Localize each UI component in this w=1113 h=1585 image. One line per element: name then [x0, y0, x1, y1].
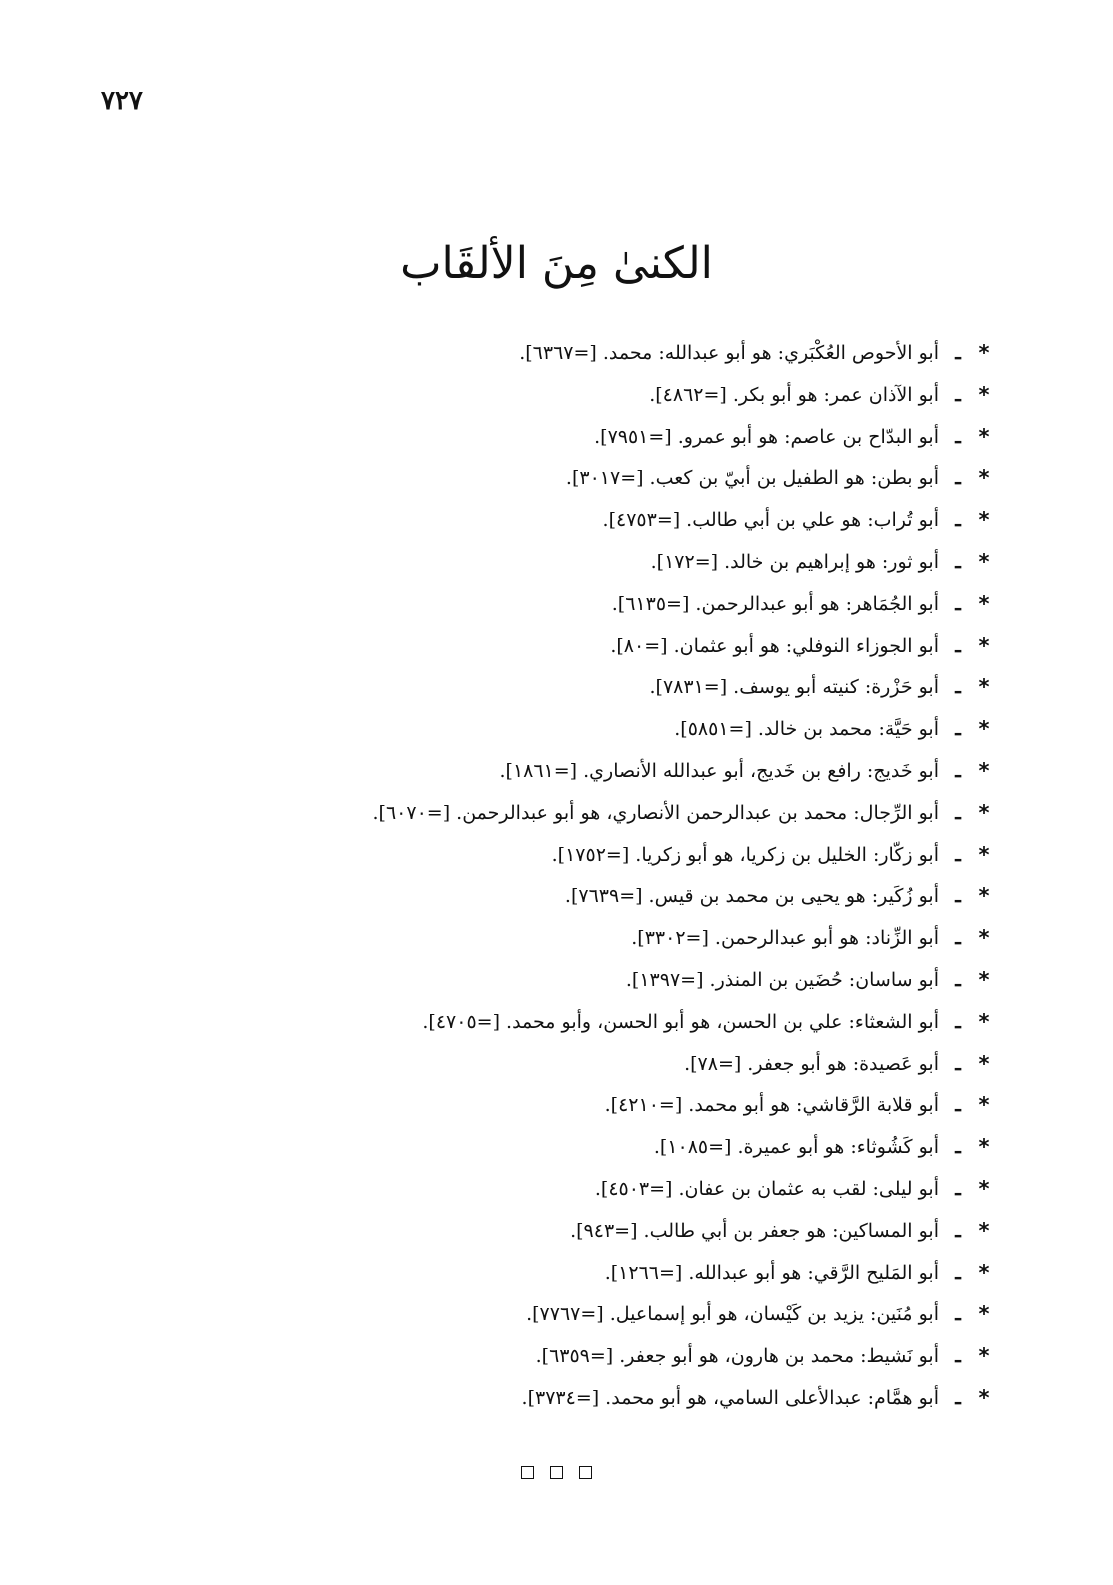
entry-item [135, 835, 995, 877]
entry-item [135, 333, 995, 375]
dash-mark: ـ [955, 968, 961, 991]
dash-mark: ـ [955, 676, 961, 699]
asterisk-icon: * [978, 842, 990, 867]
entry-item [135, 1211, 995, 1253]
dash-mark: ـ [955, 467, 961, 490]
entry-item [135, 584, 995, 626]
asterisk-icon: * [978, 341, 990, 365]
dash-mark: ـ [955, 550, 961, 573]
asterisk-icon: * [978, 1385, 990, 1410]
asterisk-icon: * [978, 549, 990, 574]
entry-text: أبو مُنَين: يزيد بن كَيْسان، هو أبو إسماعيل. [=٧٧٦٧]. [526, 1303, 939, 1326]
dash-mark: ـ [955, 759, 961, 782]
entry-item [135, 793, 995, 835]
page-title: الكنىٰ مِنَ الألقَاب [400, 238, 713, 289]
entry-item [135, 751, 995, 793]
dash-mark: ـ [955, 342, 961, 364]
entry-item [135, 667, 995, 709]
dash-mark: ـ [955, 1136, 961, 1159]
entry-text: أبو عَصيدة: هو أبو جعفر. [=٧٨]. [684, 1052, 939, 1075]
asterisk-icon: * [978, 1135, 990, 1160]
asterisk-icon: * [978, 1051, 990, 1076]
asterisk-icon: * [978, 633, 990, 658]
asterisk-icon: * [978, 758, 990, 783]
dash-mark: ـ [955, 634, 961, 657]
dash-mark: ـ [955, 1303, 961, 1326]
asterisk-icon: * [978, 424, 990, 449]
entry-item [135, 542, 995, 584]
entry-item [135, 960, 995, 1002]
dash-mark: ـ [955, 425, 961, 448]
entry-text: أبو زكّار: الخليل بن زكريا، هو أبو زكريا. [=١٧٥٢]. [551, 843, 939, 866]
dash-mark: ـ [955, 718, 961, 741]
entry-text: أبو نَشيط: محمد بن هارون، هو أبو جعفر. [=٦٣٥٩]. [535, 1345, 939, 1368]
end-mark-square [550, 1466, 563, 1479]
asterisk-icon: * [978, 466, 990, 491]
entry-item [135, 1336, 995, 1378]
asterisk-icon: * [978, 382, 990, 407]
entry-text: أبو كَشُوثاء: هو أبو عميرة. [=١٠٨٥]. [653, 1136, 939, 1159]
dash-mark: ـ [955, 509, 961, 532]
asterisk-icon: * [978, 1009, 990, 1034]
entry-text: أبو همَّام: عبدالأعلى السامي، هو أبو محمد. [=٣٧٣٤]. [521, 1386, 939, 1409]
asterisk-icon: * [978, 1260, 990, 1285]
entry-text: أبو بطن: هو الطفيل بن أبيّ بن كعب. [=٣٠١٧]. [565, 467, 939, 490]
asterisk-icon: * [978, 591, 990, 616]
asterisk-icon: * [978, 926, 990, 951]
end-mark-square [579, 1466, 592, 1479]
asterisk-icon: * [978, 675, 990, 700]
dash-mark: ـ [955, 843, 961, 866]
entry-item [135, 1294, 995, 1336]
dash-mark: ـ [955, 383, 961, 406]
entry-item [135, 876, 995, 918]
dash-mark: ـ [955, 885, 961, 908]
asterisk-icon: * [978, 1344, 990, 1369]
entry-item [135, 458, 995, 500]
asterisk-icon: * [978, 1302, 990, 1327]
entry-item [135, 626, 995, 668]
entry-text: أبو الجُمَاهر: هو أبو عبدالرحمن. [=٦١٣٥]. [611, 592, 939, 615]
entry-item [135, 1378, 995, 1420]
dash-mark: ـ [955, 1261, 961, 1284]
dash-mark: ـ [955, 801, 961, 824]
end-mark-square [521, 1466, 534, 1479]
end-marks [0, 1466, 1113, 1479]
entry-text: أبو حَيَّة: محمد بن خالد. [=٥٨٥١]. [674, 718, 939, 741]
dash-mark: ـ [955, 1052, 961, 1075]
entry-text: أبو الشعثاء: علي بن الحسن، هو أبو الحسن، وأبو محمد. [=٤٧٠٥]. [422, 1010, 939, 1033]
entry-text: أبو ساسان: حُضَين بن المنذر. [=١٣٩٧]. [625, 968, 939, 991]
asterisk-icon: * [978, 1176, 990, 1201]
dash-mark: ـ [955, 1094, 961, 1117]
entry-item [135, 1044, 995, 1086]
entry-text: أبو الرِّجال: محمد بن عبدالرحمن الأنصاري، هو أبو عبدالرحمن. [=٦٠٧٠]. [372, 801, 939, 824]
entry-text: أبو تُراب: هو علي بن أبي طالب. [=٤٧٥٣]. [602, 509, 939, 532]
entry-text: أبو الآذان عمر: هو أبو بكر. [=٤٨٦٢]. [649, 383, 939, 406]
entry-item [135, 417, 995, 459]
dash-mark: ـ [955, 1177, 961, 1200]
dash-mark: ـ [955, 1219, 961, 1242]
dash-mark: ـ [955, 927, 961, 950]
asterisk-icon: * [978, 884, 990, 909]
entry-text: أبو الجوزاء النوفلي: هو أبو عثمان. [=٨٠]. [610, 634, 939, 657]
entry-text: أبو خَديج: رافع بن خَديج، أبو عبدالله الأنصاري. [=١٨٦١]. [499, 759, 939, 782]
entry-text: أبو ليلى: لقب به عثمان بن عفان. [=٤٥٠٣]. [594, 1177, 939, 1200]
asterisk-icon: * [978, 717, 990, 742]
entry-item [135, 375, 995, 417]
entry-item [135, 1085, 995, 1127]
entry-item [135, 1169, 995, 1211]
dash-mark: ـ [955, 1010, 961, 1033]
dash-mark: ـ [955, 1386, 961, 1409]
entry-item [135, 918, 995, 960]
asterisk-icon: * [978, 508, 990, 533]
dash-mark: ـ [955, 592, 961, 615]
entry-text: أبو المساكين: هو جعفر بن أبي طالب. [=٩٤٣]. [570, 1219, 939, 1242]
asterisk-icon: * [978, 1218, 990, 1243]
entry-item [135, 1002, 995, 1044]
entry-text: أبو الأحوص العُكْبَري: هو أبو عبدالله: محمد. [=٦٣٦٧]. [519, 342, 939, 364]
entry-text: أبو حَزْرة: كنيته أبو يوسف. [=٧٨٣١]. [649, 676, 939, 699]
dash-mark: ـ [955, 1345, 961, 1368]
entry-text: أبو المَليح الرَّقي: هو أبو عبدالله. [=١٢٦٦]. [604, 1261, 939, 1284]
entry-item [135, 709, 995, 751]
entry-text: أبو الزِّناد: هو أبو عبدالرحمن. [=٣٣٠٢]. [631, 927, 939, 950]
entries-list [135, 333, 995, 1420]
entry-item [135, 1253, 995, 1295]
entry-item [135, 500, 995, 542]
asterisk-icon: * [978, 1093, 990, 1118]
entry-text: أبو زُكَير: هو يحيى بن محمد بن قيس. [=٧٦٣٩]. [564, 885, 939, 908]
asterisk-icon: * [978, 967, 990, 992]
entry-text: أبو ثور: هو إبراهيم بن خالد. [=١٧٢]. [650, 550, 939, 573]
page-number: ٧٢٧ [101, 86, 143, 115]
entry-item [135, 1127, 995, 1169]
entry-text: أبو قلابة الرَّقاشي: هو أبو محمد. [=٤٢١٠]. [604, 1094, 939, 1117]
entry-text: أبو البدّاح بن عاصم: هو أبو عمرو. [=٧٩٥١]. [594, 425, 939, 448]
asterisk-icon: * [978, 800, 990, 825]
